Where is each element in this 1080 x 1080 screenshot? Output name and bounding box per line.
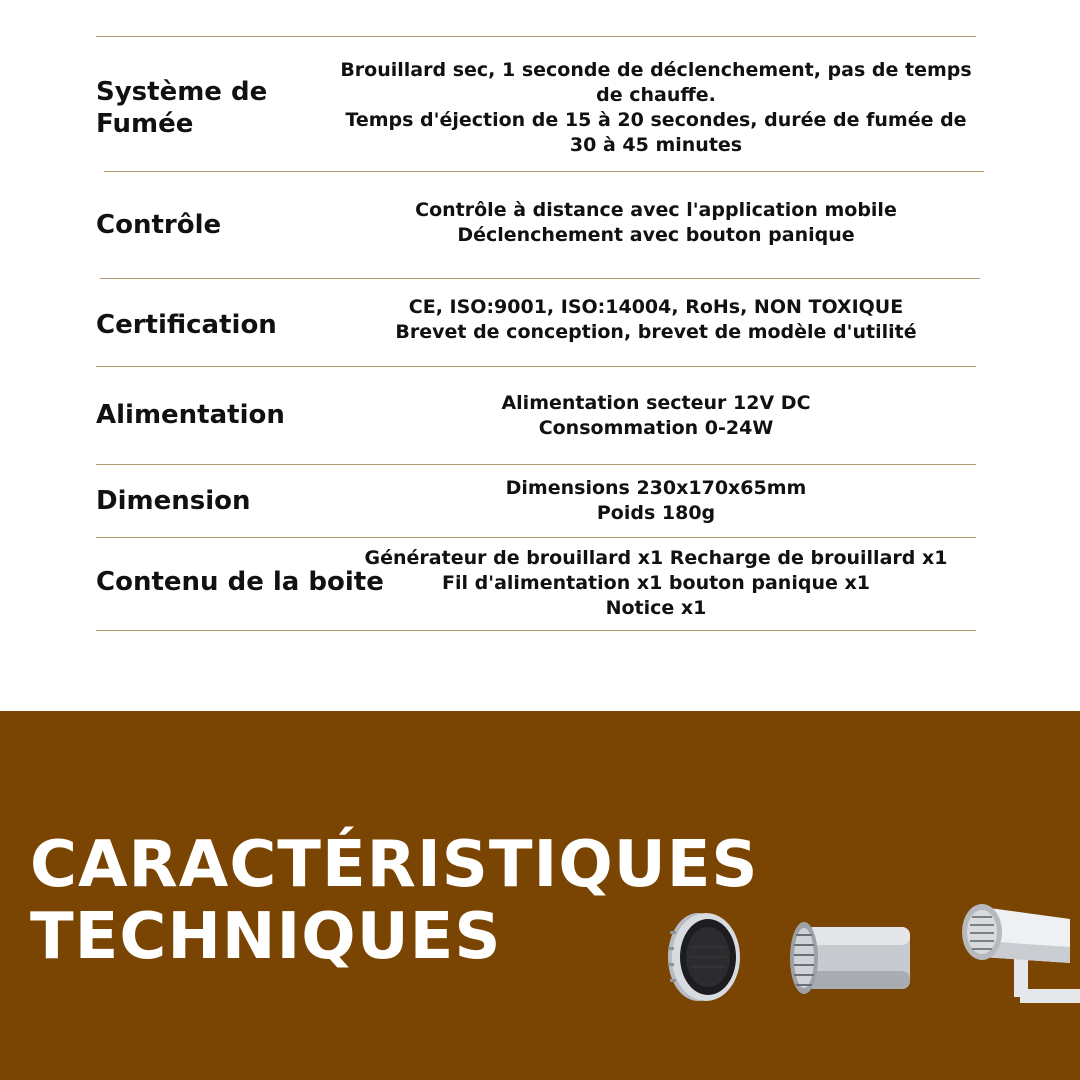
spec-value-line: Poids 180g bbox=[596, 502, 716, 524]
spec-label-text: Certification bbox=[96, 310, 277, 340]
row-divider bbox=[96, 366, 976, 367]
spec-value-dimension bbox=[336, 474, 976, 528]
spec-label-text: Alimentation bbox=[96, 400, 285, 430]
spec-value-line: Alimentation secteur 12V DC bbox=[501, 392, 811, 414]
spec-value-line: Générateur de brouillard x1 Recharge de brouillard x1 bbox=[364, 546, 948, 569]
row-divider bbox=[96, 630, 976, 631]
spec-value-line: Temps d'éjection de 15 à 20 secondes, durée de fumée de 30 à 45 minutes bbox=[345, 109, 967, 156]
footer-banner bbox=[0, 711, 1080, 1080]
product-image-wall-unit bbox=[958, 897, 1080, 1009]
spec-value-line: Contrôle à distance avec l'application mobile bbox=[415, 199, 897, 221]
spec-value-line: Notice x1 bbox=[605, 596, 707, 619]
product-image-cylinder-unit bbox=[786, 915, 916, 999]
row-divider bbox=[96, 537, 976, 538]
product-image-round-unit bbox=[662, 907, 748, 1003]
spec-label-smoke-system bbox=[96, 76, 276, 140]
spec-value-line: Déclenchement avec bouton panique bbox=[457, 224, 855, 246]
spec-label-text: Contrôle bbox=[96, 210, 222, 240]
spec-label-text: Contenu de la boite bbox=[96, 567, 384, 597]
spec-value-control bbox=[336, 196, 976, 250]
row-divider bbox=[100, 278, 980, 279]
spec-value-line: Fil d'alimentation x1 bouton panique x1 bbox=[442, 571, 870, 594]
heading-line: TECHNIQUES bbox=[30, 900, 502, 974]
spec-value-line: Consommation 0-24W bbox=[538, 417, 774, 439]
spec-value-box-contents bbox=[336, 544, 976, 622]
spec-value-line: Brouillard sec, 1 seconde de déclenchement, pas de temps de chauffe. bbox=[340, 59, 972, 106]
spec-label-text: Système de Fumée bbox=[96, 77, 268, 139]
row-divider bbox=[96, 36, 976, 37]
spec-value-line: Brevet de conception, brevet de modèle d'utilité bbox=[395, 321, 917, 343]
section-heading bbox=[30, 829, 759, 973]
spec-value-certification bbox=[336, 293, 976, 347]
row-divider bbox=[104, 171, 984, 172]
row-divider bbox=[96, 464, 976, 465]
spec-value-power bbox=[336, 389, 976, 443]
spec-value-smoke-system bbox=[336, 56, 976, 160]
spec-value-line: CE, ISO:9001, ISO:14004, RoHs, NON TOXIQUE bbox=[408, 296, 904, 318]
spec-label-text: Dimension bbox=[96, 486, 251, 516]
spec-value-line: Dimensions 230x170x65mm bbox=[505, 477, 807, 499]
heading-line: CARACTÉRISTIQUES bbox=[30, 828, 759, 902]
